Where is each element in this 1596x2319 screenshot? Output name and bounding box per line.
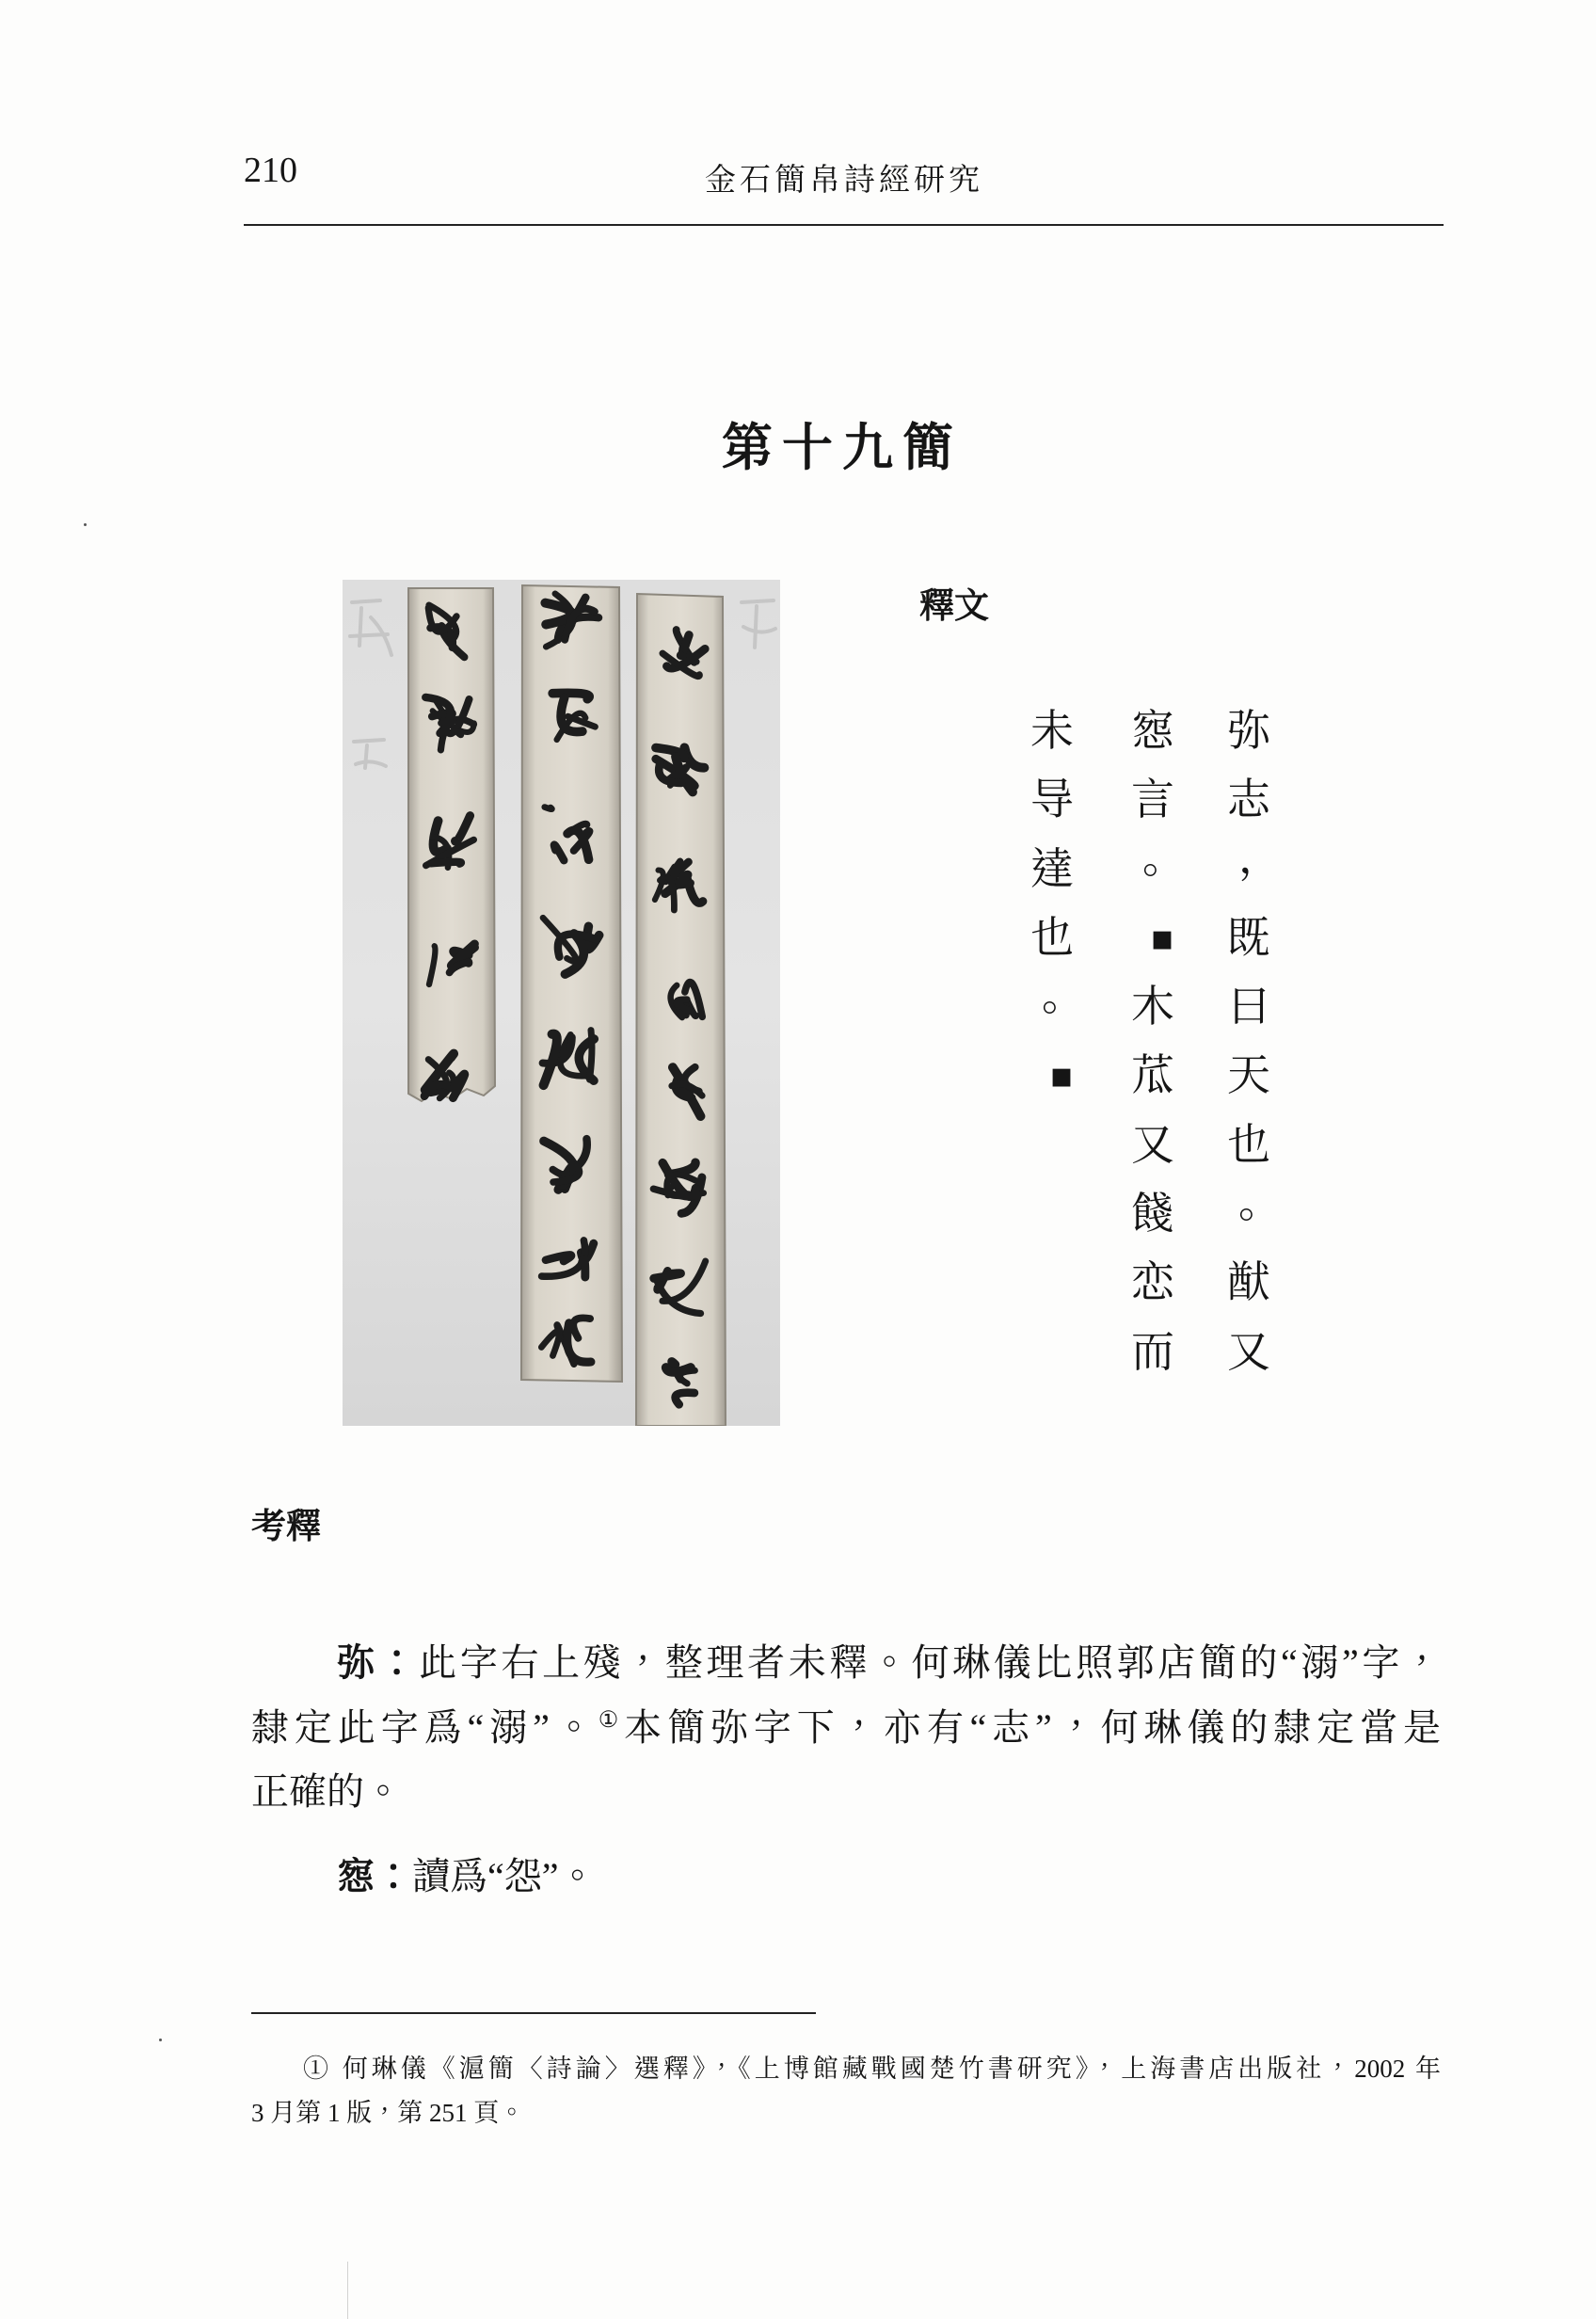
footnote-rule (251, 2012, 816, 2014)
transcription-char: 又 (1131, 1120, 1174, 1169)
transcription-column-2 (1115, 696, 1190, 1386)
transcription-char: 也 (1227, 1120, 1270, 1169)
slip-glyph-stroke (583, 1260, 585, 1277)
transcription-punct: 。 (1042, 971, 1085, 1020)
footnote-line (251, 2091, 1441, 2135)
transcription-char: 言 (1131, 776, 1174, 824)
transcription-char: 弥 (1227, 707, 1270, 755)
transcription-char: 志 (1227, 776, 1270, 824)
transcription-punct: 。 (1238, 1178, 1282, 1227)
transcription-char: 而 (1131, 1327, 1174, 1376)
transcription-char: 惌 (1131, 707, 1174, 755)
transcription-char: 餞 (1131, 1190, 1174, 1239)
slip-end-mark: ▪ (1049, 1054, 1074, 1096)
footnote-reference: ① (598, 1708, 625, 1733)
scan-line (347, 2262, 348, 2319)
transcription-column-3 (1014, 696, 1090, 1111)
section-title: 第十九簡 (722, 418, 963, 477)
commentary-line (251, 1695, 1441, 1760)
transcription-column-1 (1211, 696, 1286, 1386)
bamboo-slip-left (408, 588, 495, 1101)
bamboo-slip-middle (521, 585, 622, 1382)
transcription-char: 既 (1227, 913, 1270, 962)
scan-speck (84, 523, 87, 526)
transcription-heading: 釋文 (919, 585, 989, 626)
slip-end-mark: ▪ (1150, 916, 1174, 958)
slip-glyph-stroke (666, 1367, 691, 1372)
commentary-text: 正確的。 (251, 1770, 402, 1813)
transcription-punct: 。 (1142, 833, 1186, 882)
commentary-line (251, 1844, 1441, 1909)
footnote-line (251, 2047, 1441, 2091)
commentary-heading: 考釋 (251, 1506, 321, 1546)
commentary-text: 讀爲“怨”。 (412, 1855, 597, 1897)
transcription-char: 猷 (1227, 1258, 1270, 1307)
transcription-char: 未 (1030, 707, 1074, 755)
transcription-char: 导 (1030, 776, 1074, 824)
transcription-char: 恋 (1131, 1258, 1174, 1307)
page-number: 210 (244, 151, 297, 190)
transcription-char: 苽 (1131, 1051, 1174, 1100)
transcription-char: 木 (1131, 983, 1174, 1032)
transcription-punct: ， (1238, 833, 1282, 882)
slip-glyph-stroke (546, 1255, 571, 1261)
commentary-term: 弥： (337, 1641, 420, 1684)
commentary-term: 惌： (337, 1855, 412, 1897)
transcription-char: 曰 (1227, 983, 1270, 1032)
footnote-text: 何琳儀《滬簡〈詩論〉選釋》，《上博館藏戰國楚竹書研究》，上海書店出版社，2002 年 (342, 2055, 1441, 2083)
slip-glyph-stroke (654, 1273, 680, 1278)
bamboo-slips-photo (343, 580, 780, 1426)
commentary-text: 此字右上殘，整理者未釋。何琳儀比照郭店簡的“溺”字， (419, 1641, 1441, 1684)
slip-glyph-stroke (431, 862, 461, 864)
transcription-char: 達 (1030, 844, 1074, 893)
footnote-marker: ① (303, 2055, 332, 2083)
commentary-text: 本簡弥字下，亦有“志”，何琳儀的隸定當是 (624, 1706, 1441, 1749)
book-title: 金石簡帛詩經研究 (705, 164, 983, 198)
scan-speck (159, 2039, 162, 2041)
transcription-char: 也 (1030, 913, 1074, 962)
commentary-line (251, 1630, 1441, 1695)
commentary-text: 隸定此字爲“溺”。 (251, 1706, 598, 1749)
commentary-line (251, 1759, 1441, 1824)
transcription-char: 天 (1227, 1051, 1270, 1100)
slip-glyph-stroke (590, 1031, 592, 1080)
transcription-char: 又 (1227, 1327, 1270, 1376)
slip-glyph-stroke (545, 808, 552, 809)
footnote-text: 3 月第 1 版，第 251 頁。 (251, 2099, 525, 2127)
header-rule (244, 224, 1444, 226)
